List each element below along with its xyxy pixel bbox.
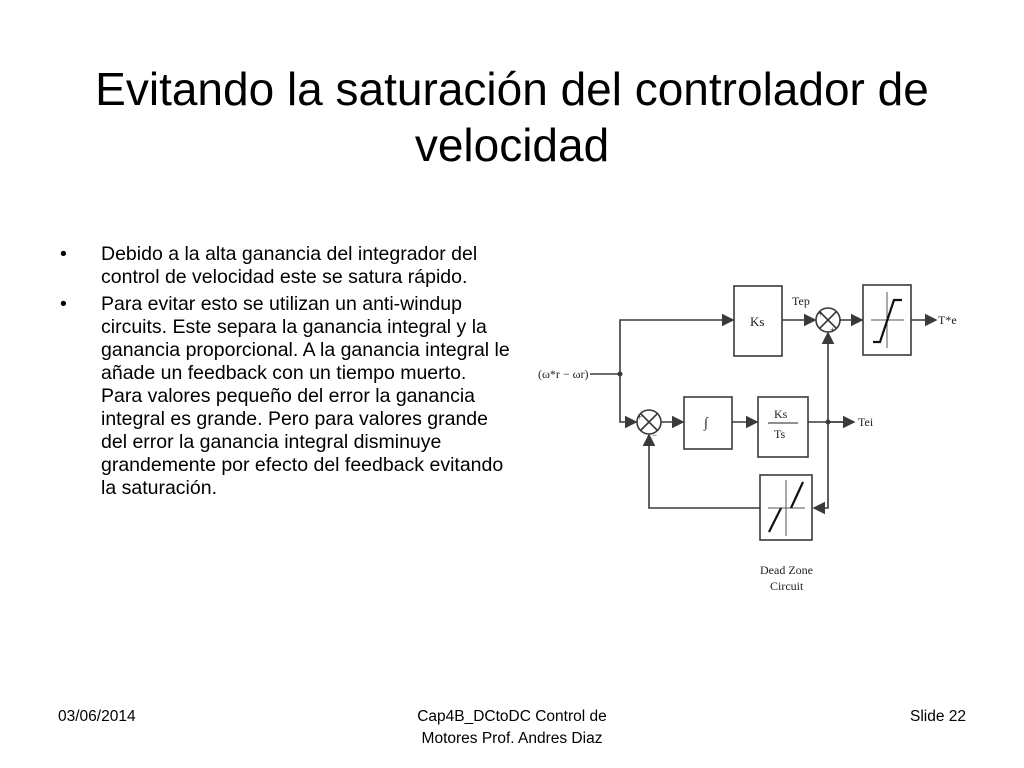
proportional-path-line: [620, 320, 733, 374]
integral-path-line: [620, 374, 636, 422]
bullet-item: [55, 293, 510, 500]
input-label: (ω*r − ωr): [538, 367, 589, 381]
feedback-line: [814, 422, 828, 508]
bullet-marker: •: [60, 293, 67, 315]
footer-course-line2: Motores Prof. Andres Diaz: [421, 730, 603, 747]
footer-course-line1: Cap4B_DCtoDC Control de: [417, 708, 607, 725]
dead-zone-caption-line1: Dead Zone: [760, 563, 813, 577]
bullet-marker: •: [60, 243, 67, 265]
integrator-label: ∫: [704, 416, 708, 431]
bullet-list: [55, 243, 510, 504]
anti-windup-block-diagram: [528, 270, 968, 600]
plus-sign: +: [637, 412, 643, 422]
bullet-text: Debido a la alta ganancia del integrador del control de velocidad este se satura rápido.: [101, 243, 478, 288]
bullet-item: [55, 243, 510, 289]
ks-ts-denominator: Ts: [774, 427, 786, 441]
plus-sign: +: [818, 309, 824, 319]
bullet-text: Para evitar esto se utilizan un anti-windup circuits. Este separa la ganancia integral y la ganancia proporcional. A la ganancia integral le añade un feedback con un tiempo muerto. Para valores pequeño del error la ganancia integral es grande. Pero para valores grande del error la ganancia integral disminuye grandemente por efecto del feedback evitando la saturación.: [101, 293, 510, 499]
footer-date: 03/06/2014: [58, 708, 136, 725]
plus-sign: +: [830, 325, 836, 335]
minus-sign: −: [652, 430, 658, 440]
tep-label: Tep: [792, 294, 810, 308]
footer-slide-number: Slide 22: [909, 708, 966, 725]
ks-ts-numerator: Ks: [774, 407, 788, 421]
dead-zone-caption-line2: Circuit: [770, 579, 804, 593]
ks-label: Ks: [750, 314, 765, 329]
footer-course: [362, 706, 662, 750]
tei-label: Tei: [858, 415, 874, 429]
te-label: T*e: [938, 313, 957, 327]
integrator-block: [684, 397, 732, 449]
slide-title: Evitando la saturación del controlador de velocidad: [95, 62, 929, 171]
